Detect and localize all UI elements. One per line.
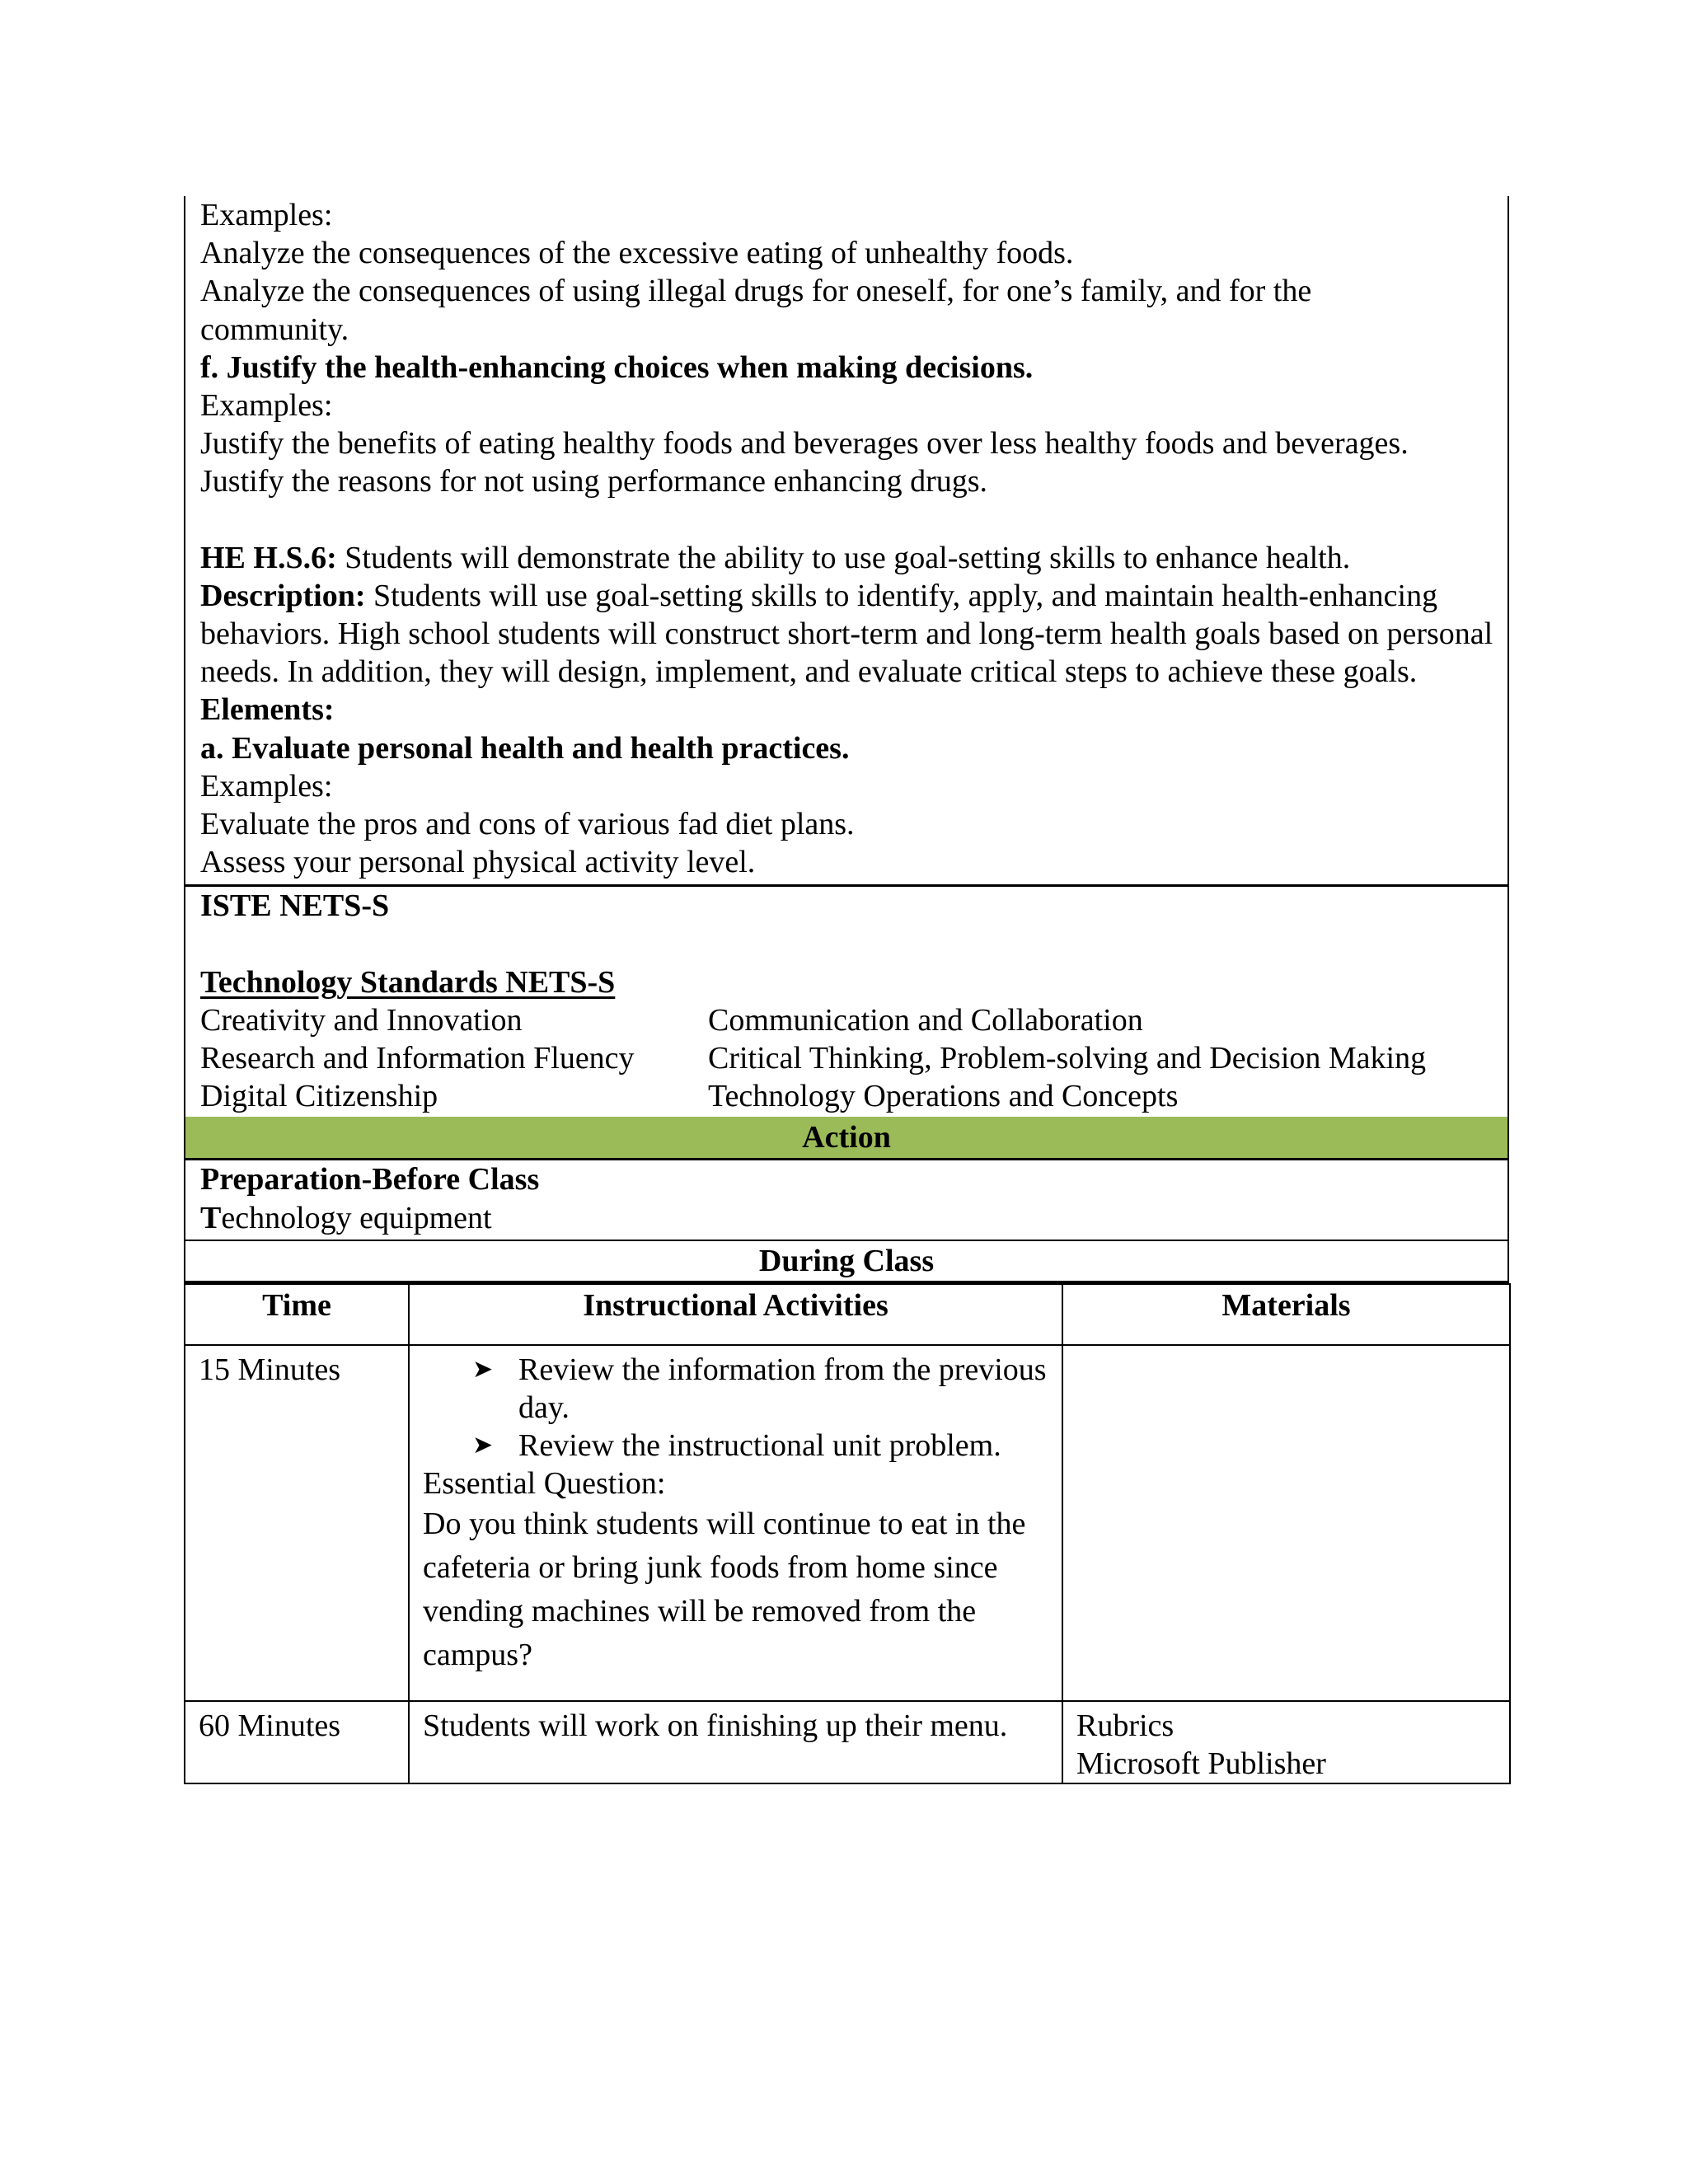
action-header: Action <box>184 1117 1509 1160</box>
column-header-materials: Materials <box>1062 1284 1510 1345</box>
activities-cell <box>409 1345 1062 1701</box>
essential-question-label: Essential Question: <box>423 1466 666 1502</box>
standard-description: Description: Students will use goal-setting skills to identify, apply, and maintain health-enhancing behaviors. High school students will construct short-term and long-term health goals based on personal needs. In addition, they will design, implement, and evaluate critical steps to achieve these goals. <box>200 578 1493 690</box>
standard-item: Critical Thinking, Problem-solving and Decision Making <box>708 1041 1427 1076</box>
column-header-time: Time <box>185 1284 409 1345</box>
examples-label: Examples: <box>200 198 333 232</box>
time-cell: 60 Minutes <box>185 1701 409 1783</box>
standard-item: Communication and Collaboration <box>708 1002 1143 1038</box>
element-a-heading: a. Evaluate personal health and health practices. <box>200 730 850 766</box>
preparation-section <box>184 1160 1509 1241</box>
examples-label: Examples: <box>200 768 333 804</box>
elements-label: Elements: <box>200 692 335 728</box>
during-class-header: During Class <box>184 1241 1509 1283</box>
materials-cell <box>1062 1701 1510 1783</box>
example-text: Justify the benefits of eating healthy foods and beverages over less healthy foods and beverages. <box>200 426 1409 462</box>
list-item: ➤ Review the instructional unit problem. <box>472 1428 1001 1464</box>
table-row <box>185 1345 1510 1701</box>
arrow-bullet-icon: ➤ <box>472 1431 494 1460</box>
standard-code: HE H.S.6: <box>200 540 337 575</box>
standard-statement: HE H.S.6: Students will demonstrate the ability to use goal-setting skills to enhance health. <box>200 540 1351 575</box>
technology-standards-heading: Technology Standards NETS-S <box>200 964 616 1000</box>
standard-item: Creativity and Innovation <box>200 1002 523 1038</box>
standard-item: Technology Operations and Concepts <box>708 1079 1179 1114</box>
material-item: Microsoft Publisher <box>1076 1746 1326 1782</box>
column-header-activities: Instructional Activities <box>409 1284 1062 1345</box>
example-text: Justify the reasons for not using performance enhancing drugs. <box>200 464 988 499</box>
table-row <box>185 1701 1510 1783</box>
examples-label: Examples: <box>200 388 333 424</box>
standard-item: Digital Citizenship <box>200 1079 438 1114</box>
material-item: Rubrics <box>1076 1708 1175 1744</box>
materials-cell <box>1062 1345 1510 1701</box>
standards-list <box>200 1001 1493 1116</box>
preparation-heading: Preparation-Before Class <box>200 1162 540 1197</box>
table-header-row <box>185 1284 1510 1345</box>
lesson-plan-page <box>184 196 1509 1784</box>
description-label: Description: <box>200 578 366 613</box>
standard-item: Research and Information Fluency <box>200 1041 635 1076</box>
time-cell: 15 Minutes <box>185 1345 409 1701</box>
example-text: Analyze the consequences of using illegal drugs for oneself, for one’s family, and for the community. <box>200 274 1312 347</box>
list-item: ➤ Review the information from the previous day. <box>472 1352 1047 1426</box>
health-standards-section <box>184 196 1509 887</box>
activities-cell: Students will work on finishing up their menu. <box>409 1701 1062 1783</box>
iste-heading: ISTE NETS-S <box>200 888 390 924</box>
example-text: Analyze the consequences of the excessive eating of unhealthy foods. <box>200 236 1074 271</box>
activities-table <box>184 1283 1511 1784</box>
preparation-item: Technology equipment <box>200 1200 492 1235</box>
example-text: Assess your personal physical activity level. <box>200 845 756 880</box>
arrow-bullet-icon: ➤ <box>472 1355 494 1385</box>
element-f-heading: f. Justify the health-enhancing choices when making decisions. <box>200 349 1034 385</box>
essential-question-text: Do you think students will continue to eat in the cafeteria or bring junk foods from home since vending machines will be removed from the campus? <box>423 1507 1026 1673</box>
example-text: Evaluate the pros and cons of various fad diet plans. <box>200 807 855 842</box>
iste-section <box>184 887 1509 1117</box>
